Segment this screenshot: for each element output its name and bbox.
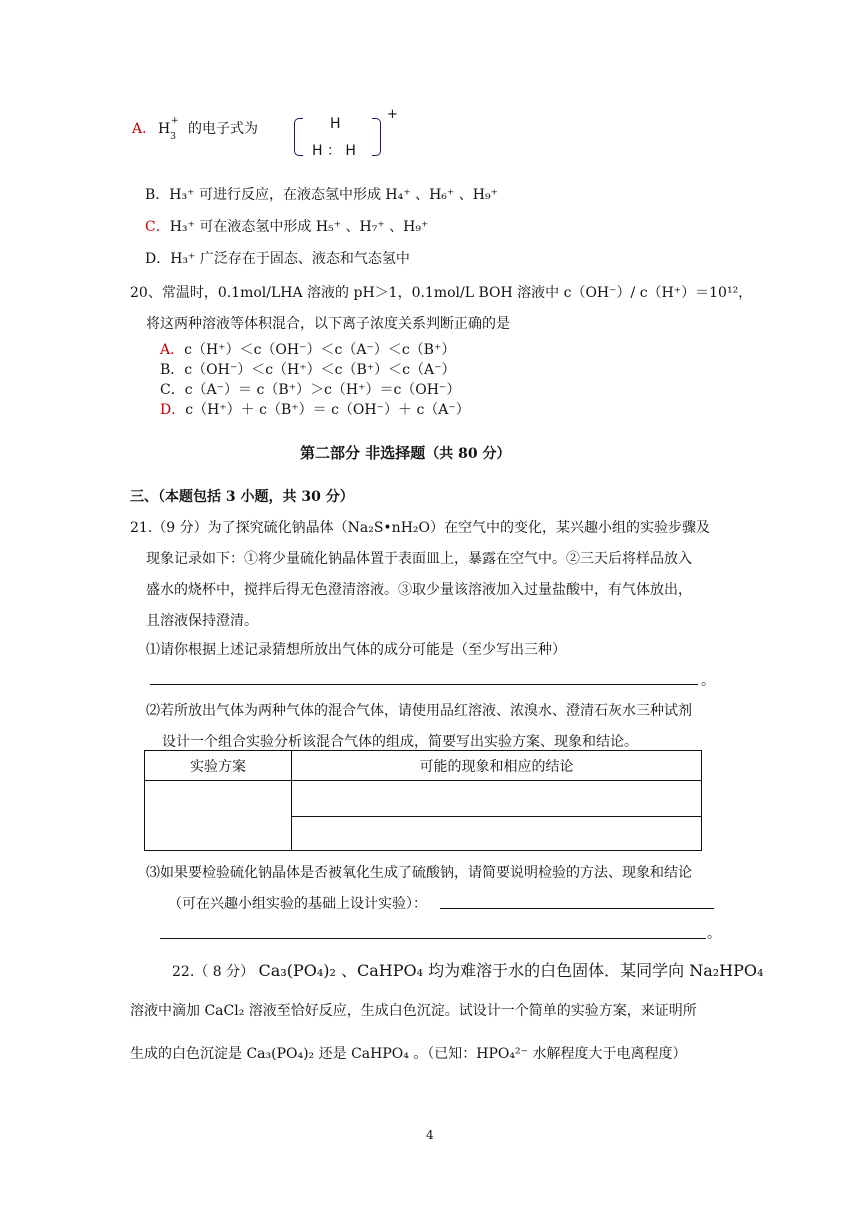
experiment-table (144, 750, 702, 851)
q19-option-a-letter: A． (132, 121, 157, 137)
q20-option-b (160, 359, 456, 379)
q21-part1-answer-line (150, 684, 698, 685)
q22-line2: 溶液中滴加 CaCl₂ 溶液至恰好反应，生成白色沉淀。试设计一个简单的实验方案，来证明所 (130, 1003, 697, 1019)
q19-option-d-text: H₃⁺ 广泛存在于固态、液态和气态氢中 (170, 251, 410, 267)
q20-option-d (160, 399, 470, 419)
table-cell-result-2[interactable] (292, 817, 702, 851)
q20-stem-line1: 20、常温时，0.1mol/LHA 溶液的 pH＞1，0.1mol/L BOH 溶液中 c（OH⁻）/ c（H⁺）＝10¹²， (130, 285, 753, 301)
q19-option-b (145, 184, 498, 204)
q21-part3-line1: ⑶如果要检验硫化钠晶体是否被氧化生成了硫酸钠，请简要说明检验的方法、现象和结论 (146, 865, 692, 881)
table-cell-result-1[interactable] (292, 781, 702, 817)
table-cell-plan[interactable] (145, 781, 292, 851)
q21-part3-answer-line-1 (440, 908, 714, 909)
q20-option-d-letter: D． (160, 402, 186, 418)
q21-part2-line2: 设计一个组合实验分析该混合气体的组成，简要写出实验方案、现象和结论。 (162, 734, 638, 750)
part2-title-main: 第二部分 非选择题 (300, 444, 426, 462)
q21-part3-answer-line-2 (160, 938, 706, 939)
q21-part3-line2: （可在兴趣小组实验的基础上设计实验）： (168, 896, 427, 912)
q20-stem-line2: 将这两种溶液等体积混合，以下离子浓度关系判断正确的是 (146, 316, 510, 332)
q19-option-c-text: H₃⁺ 可在液态氢中形成 H₅⁺ 、H₇⁺ 、H₉⁺ (169, 219, 429, 235)
structure-charge: + (387, 107, 398, 122)
q19-option-d (145, 248, 410, 268)
q21-line4: 且溶液保持澄清。 (146, 613, 258, 629)
page-number: 4 (426, 1128, 434, 1142)
q22-line3: 生成的白色沉淀是 Ca₃(PO₄)₂ 还是 CaHPO₄ 。（已知：HPO₄²⁻ 水解程度大于电离程度） (130, 1046, 687, 1062)
q19-option-b-letter: B． (145, 187, 170, 203)
q21-line1: 21.（9 分）为了探究硫化钠晶体（Na₂S•nH₂O）在空气中的变化，某兴趣小组的实验步骤及 (130, 520, 710, 536)
q20-option-a-letter: A． (160, 342, 185, 358)
structure-bottom-h: H ： H (312, 143, 356, 159)
q21-line3: 盛水的烧杯中，搅拌后得无色澄清溶液。③取少量该溶液加入过量盐酸中，有气体放出， (146, 582, 692, 598)
table-header-plan: 实验方案 (145, 751, 292, 781)
q21-part1-end: 。 (701, 673, 715, 689)
q22-line1 (172, 958, 763, 981)
q21-part1: ⑴请你根据上述记录猜想所放出气体的成分可能是（至少写出三种） (146, 642, 566, 658)
q20-option-c-letter: C． (160, 382, 185, 398)
part2-title-sub: （共 80 分） (425, 446, 511, 462)
q20-option-d-text: c（H⁺）＋ c（B⁺）＝ c（OH⁻）＋ c（A⁻） (185, 402, 470, 418)
q22-line1-text: Ca₃(PO₄)₂ 、CaHPO₄ 均为难溶于水的白色固体．某同学向 Na₂HPO₄ (258, 961, 764, 980)
q19-a-h: H (158, 121, 171, 137)
q20-option-a-text: c（H⁺）＜c（OH⁻）＜c（A⁻）＜c（B⁺） (184, 342, 456, 358)
structure-top-h: H (330, 116, 341, 132)
q21-part3-end: 。 (707, 926, 721, 942)
q21-part2-line1: ⑵若所放出气体为两种气体的混合气体，请使用品红溶液、浓溴水、澄清石灰水三种试剂 (146, 703, 692, 719)
q20-option-c-text: c（A⁻）＝ c（B⁺）＞c（H⁺）＝c（OH⁻） (184, 382, 461, 398)
table-header-result: 可能的现象和相应的结论 (292, 751, 702, 781)
q21-line2: 现象记录如下：①将少量硫化钠晶体置于表面皿上，暴露在空气中。②三天后将样品放入 (146, 551, 692, 567)
q20-option-c (160, 379, 460, 399)
q22-points: 22.（ 8 分） (172, 964, 255, 980)
q20-option-a (160, 339, 455, 359)
q19-a-text-post: 的电子式为 (187, 121, 258, 137)
q20-option-b-letter: B． (160, 362, 185, 378)
q19-option-c-letter: C． (145, 219, 170, 235)
q19-option-a-text: $H_3^+$ 的电子式为 (158, 116, 258, 142)
part2-title (300, 442, 510, 463)
q19-option-b-text: H₃⁺ 可进行反应，在液态氢中形成 H₄⁺ 、H₆⁺ 、H₉⁺ (169, 187, 498, 203)
q19-option-d-letter: D． (145, 251, 171, 267)
q19-option-c (145, 216, 428, 236)
q20-option-b-text: c（OH⁻）＜c（H⁺）＜c（B⁺）＜c（A⁻） (184, 362, 456, 378)
section3-heading: 三、（本题包括 3 小题，共 30 分） (130, 489, 354, 505)
